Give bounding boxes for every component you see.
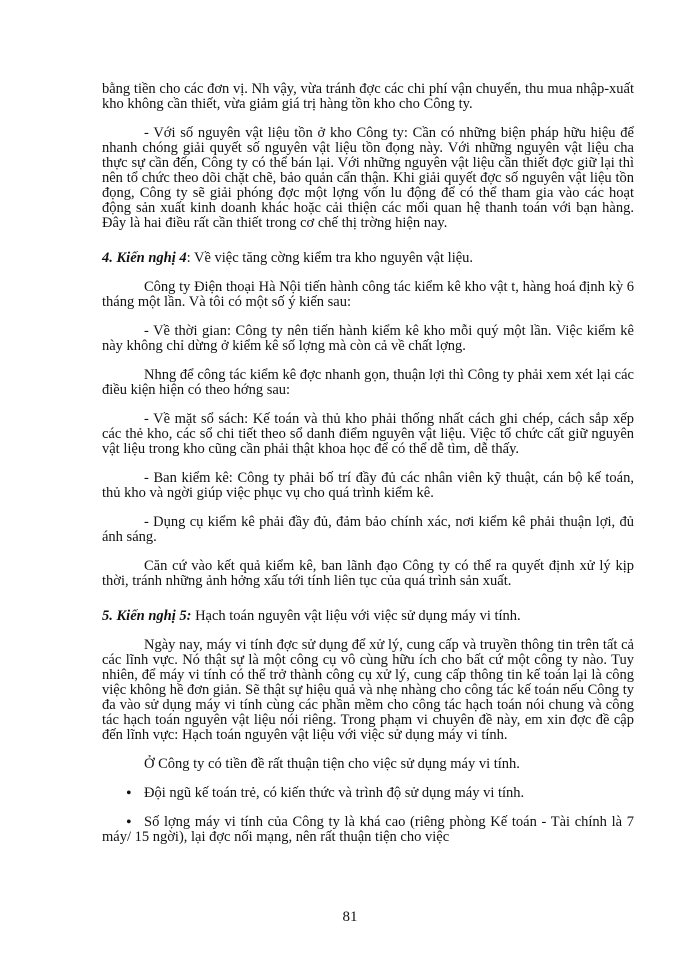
heading-text: Hạch toán nguyên vật liệu với việc sử dụng máy vi tính.: [191, 608, 521, 624]
bullet-icon: •: [126, 814, 132, 831]
bullet-item: [102, 815, 634, 845]
paragraph: - Về thời gian: Công ty nên tiến hành kiểm kê kho mỗi quý một lần. Việc kiểm kê này không chỉ dừng ở kiểm kê số lợng mà còn cả về chất lợng.: [102, 323, 634, 354]
document-body: [102, 82, 634, 859]
page-number: 81: [342, 909, 358, 925]
paragraph: - Dụng cụ kiểm kê phải đầy đủ, đảm bảo chính xác, nơi kiểm kê phải thuận lợi, đủ ánh sáng.: [102, 514, 634, 545]
paragraph: Công ty Điện thoại Hà Nội tiến hành công tác kiểm kê kho vật t, hàng hoá định kỳ 6 tháng một lần. Và tôi có một số ý kiến sau:: [102, 279, 634, 310]
paragraph: - Ban kiểm kê: Công ty phải bố trí đầy đủ các nhân viên kỹ thuật, cán bộ kế toán, thủ kho và ngời giúp việc phục vụ cho quá trình kiểm kê.: [102, 470, 634, 501]
bullet-text: Số lợng máy vi tính của Công ty là khá cao (riêng phòng Kế toán - Tài chính là 7 máy/ 15 ngời), lại đợc nối mạng, nên rất thuận tiện cho việc: [102, 814, 634, 845]
paragraph: Ở Công ty có tiền đề rất thuận tiện cho việc sử dụng máy vi tính.: [144, 756, 520, 772]
section-heading-5: [102, 609, 634, 624]
bullet-item: [102, 786, 634, 801]
paragraph: bằng tiền cho các đơn vị. Nh vậy, vừa tránh đợc các chi phí vận chuyển, thu mua nhập-xuất kho không cần thiết, vừa giảm giá trị hàng tồn kho cho Công ty.: [102, 81, 634, 112]
heading-label: 4. Kiến nghị 4: [102, 250, 187, 266]
section-heading-4: [102, 251, 634, 266]
paragraph: Nhng để công tác kiểm kê đợc nhanh gọn, thuận lợi thì Công ty phải xem xét lại các điều kiện hiện có theo hớng sau:: [102, 367, 634, 398]
bullet-icon: •: [126, 785, 132, 802]
heading-text: : Về việc tăng cờng kiểm tra kho nguyên vật liệu.: [186, 250, 474, 266]
bullet-text: Đội ngũ kế toán trẻ, có kiến thức và trình độ sử dụng máy vi tính.: [144, 785, 525, 801]
paragraph: - Về mặt sổ sách: Kế toán và thủ kho phải thống nhất cách ghi chép, cách sắp xếp các thẻ kho, các sổ chi tiết theo sổ danh điểm nguyên vật liệu. Việc tổ chức cất giữ nguyên vật liệu trong kho cũng cần phải thật khoa học để có thể dễ tìm, dễ thấy.: [102, 411, 634, 457]
paragraph: - Với số nguyên vật liệu tồn ở kho Công ty: Cần có những biện pháp hữu hiệu để nhanh chóng giải quyết số nguyên vật liệu tồn đọng này. Với những nguyên vật liệu cha thực sự cần đến, Công ty có thể bán lại. Với những nguyên vật liệu cần thiết đợc giữ lại thì nên tổ chức theo dõi chặt chẽ, bảo quản cẩn thận. Khi giải quyết đợc số nguyên vật liệu tồn đọng, Công ty sẽ giải phóng đợc một lợng vốn lu động để có thể tham gia vào các hoạt động sản xuất kinh doanh khác hoặc cải thiện các mối quan hệ thanh toán với bạn hàng. Đây là hai điều rất cần thiết trong cơ chế thị trờng hiện nay.: [102, 125, 634, 231]
paragraph: Căn cứ vào kết quả kiểm kê, ban lãnh đạo Công ty có thể ra quyết định xử lý kịp thời, tránh những ảnh hởng xấu tới tính liên tục của quá trình sản xuất.: [102, 558, 634, 589]
heading-label: 5. Kiến nghị 5:: [102, 608, 192, 624]
paragraph: Ngày nay, máy vi tính đợc sử dụng để xử lý, cung cấp và truyền thông tin trên tất cả các lĩnh vực. Nó thật sự là một công cụ vô cùng hữu ích cho bất cứ một công ty nào. Tuy nhiên, để máy vi tính có thể trở thành công cụ xử lý, cung cấp thông tin kế toán lại là công việc không hề đơn giản. Sẽ thật sự hiệu quả và nhẹ nhàng cho công tác kế toán nếu Công ty đa vào sử dụng máy vi tính cùng các phần mềm cho công tác hạch toán nói chung và công tác hạch toán nguyên vật liệu nói riêng. Trong phạm vi chuyên đề này, em xin đợc đề cập đến lĩnh vực: Hạch toán nguyên vật liệu với việc sử dụng máy vi tính.: [102, 637, 634, 743]
